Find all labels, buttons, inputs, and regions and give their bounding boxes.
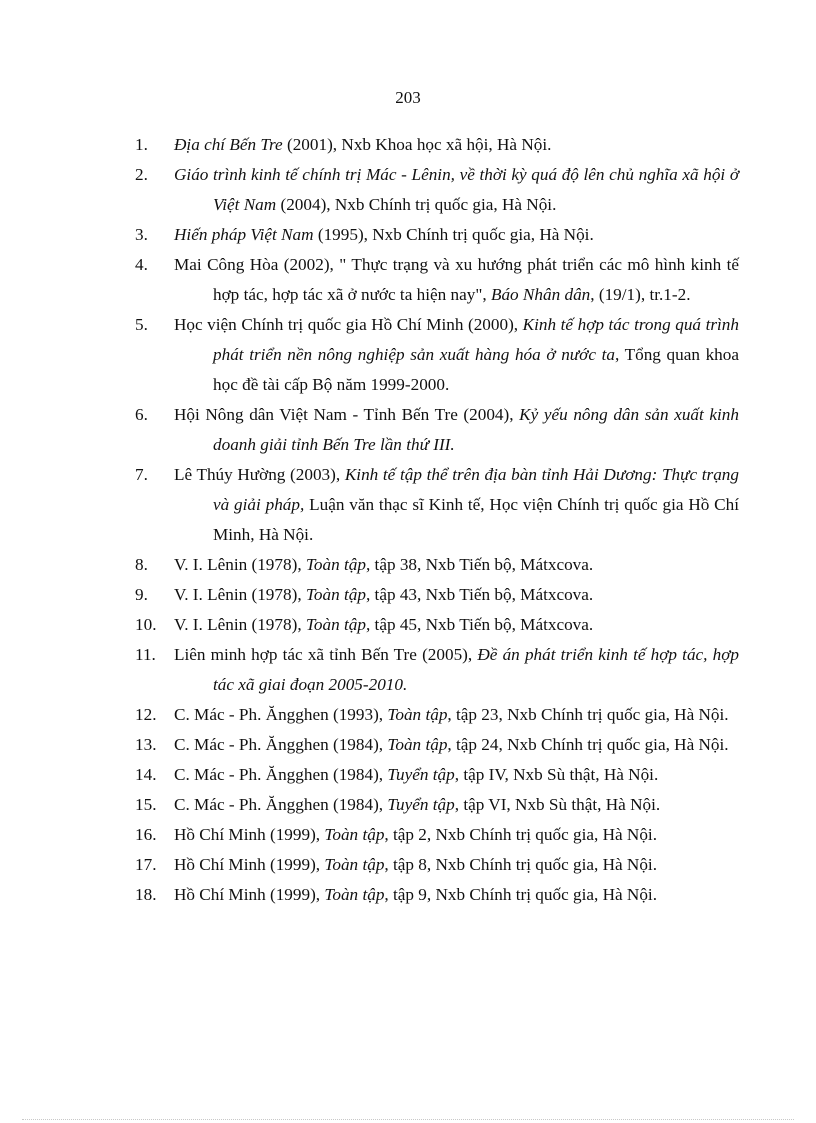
reference-line (174, 550, 739, 580)
reference-number: 1. (135, 135, 148, 154)
reference-number: 10. (135, 615, 157, 634)
reference-line (174, 640, 739, 670)
reference-text: , Tổng quan khoa (614, 345, 739, 364)
reference-line (174, 880, 739, 910)
reference-title: Tuyển tập (387, 765, 455, 784)
reference-item (135, 610, 739, 640)
reference-line (174, 430, 739, 460)
reference-item (135, 580, 739, 610)
reference-title: Việt Nam (213, 195, 277, 214)
reference-number: 6. (135, 405, 148, 424)
reference-line (174, 190, 739, 220)
reference-title: doanh giải tỉnh Bến Tre lần thứ III. (213, 435, 455, 454)
reference-number: 13. (135, 735, 157, 754)
reference-text: , tập 9, Nxb Chính trị quốc gia, Hà Nội. (384, 885, 657, 904)
reference-text: V. I. Lênin (1978), (174, 615, 306, 634)
reference-item (135, 250, 739, 310)
reference-title: Toàn tập (305, 555, 366, 574)
reference-line (174, 760, 739, 790)
reference-text: (1995), Nxb Chính trị quốc gia, Hà Nội. (313, 225, 594, 244)
reference-text: (2004), Nxb Chính trị quốc gia, Hà Nội. (276, 195, 557, 214)
reference-number: 15. (135, 795, 157, 814)
reference-item (135, 130, 739, 160)
reference-line (174, 850, 739, 880)
reference-line (174, 730, 739, 760)
reference-line (174, 670, 739, 700)
reference-title: Toàn tập (324, 885, 385, 904)
reference-item (135, 640, 739, 700)
reference-line (174, 610, 739, 640)
reference-item (135, 760, 739, 790)
reference-text: Mai Công Hòa (2002), " Thực trạng và xu hướng phát triển các mô hình kinh tế (174, 255, 739, 274)
reference-number: 18. (135, 885, 157, 904)
reference-text: V. I. Lênin (1978), (174, 555, 306, 574)
reference-text: Hội Nông dân Việt Nam - Tỉnh Bến Tre (2004), (174, 405, 520, 424)
reference-item (135, 220, 739, 250)
reference-line (174, 700, 739, 730)
reference-text: , tập VI, Nxb Sù thật, Hà Nội. (454, 795, 661, 814)
reference-number: 8. (135, 555, 148, 574)
reference-line (174, 250, 739, 280)
reference-text: , tập 24, Nxb Chính trị quốc gia, Hà Nội. (447, 735, 729, 754)
reference-text: , tập 43, Nxb Tiến bộ, Mátxcova. (365, 585, 594, 604)
reference-text: , (19/1), tr.1-2. (590, 285, 691, 304)
page-number: 203 (395, 88, 421, 107)
reference-text: học đề tài cấp Bộ năm 1999-2000. (213, 375, 450, 394)
reference-number: 3. (135, 225, 148, 244)
reference-title: Toàn tập (324, 855, 385, 874)
reference-title: Toàn tập (387, 705, 448, 724)
reference-title: Toàn tập (324, 825, 385, 844)
reference-title: Kinh tế hợp tác trong quá trình (522, 315, 739, 334)
reference-number: 7. (135, 465, 148, 484)
reference-number: 5. (135, 315, 148, 334)
reference-title: Hiến pháp Việt Nam (174, 225, 314, 244)
reference-title: Địa chí Bến Tre (174, 135, 283, 154)
reference-line (174, 130, 739, 160)
reference-text: Luận văn thạc sĩ Kinh tế, Học viện Chính trị quốc gia Hồ Chí (304, 495, 739, 514)
reference-title: Kỷ yếu nông dân sản xuất kinh (519, 405, 739, 424)
reference-title: Giáo trình kinh tế chính trị Mác - Lênin, về thời kỳ quá độ lên chủ nghĩa xã hội ở (174, 165, 739, 184)
reference-text: hợp tác, hợp tác xã ở nước ta hiện nay", (213, 285, 491, 304)
reference-line (174, 280, 739, 310)
reference-item (135, 790, 739, 820)
reference-text: , tập 2, Nxb Chính trị quốc gia, Hà Nội. (384, 825, 657, 844)
reference-number: 11. (135, 645, 156, 664)
reference-title: Đề án phát triển kinh tế hợp tác, hợp (477, 645, 739, 664)
reference-text: Liên minh hợp tác xã tỉnh Bến Tre (2005), (174, 645, 478, 664)
reference-line (174, 460, 739, 490)
reference-title: Tuyển tập (387, 795, 455, 814)
reference-line (174, 310, 739, 340)
reference-text: , tập 8, Nxb Chính trị quốc gia, Hà Nội. (384, 855, 657, 874)
reference-number: 12. (135, 705, 157, 724)
reference-text: Minh, Hà Nội. (213, 525, 314, 544)
reference-text: , tập IV, Nxb Sù thật, Hà Nội. (454, 765, 659, 784)
reference-number: 14. (135, 765, 157, 784)
reference-line (174, 790, 739, 820)
reference-number: 17. (135, 855, 157, 874)
reference-number: 2. (135, 165, 148, 184)
reference-line (174, 400, 739, 430)
reference-line (174, 370, 739, 400)
reference-title: Báo Nhân dân (490, 285, 591, 304)
reference-title: tác xã giai đoạn 2005-2010. (213, 675, 408, 694)
reference-number: 16. (135, 825, 157, 844)
reference-item (135, 400, 739, 460)
reference-item (135, 160, 739, 220)
reference-line (174, 580, 739, 610)
reference-title: phát triển nền nông nghiệp sản xuất hàng hóa ở nước ta (213, 345, 615, 364)
reference-text: (2001), Nxb Khoa học xã hội, Hà Nội. (282, 135, 552, 154)
reference-text: C. Mác - Ph. Ăngghen (1984), (174, 795, 388, 814)
reference-title: và giải pháp, (213, 495, 305, 514)
reference-line (174, 220, 739, 250)
reference-line (174, 160, 739, 190)
reference-title: Toàn tập (305, 615, 366, 634)
reference-item (135, 460, 739, 550)
reference-title: Toàn tập (305, 585, 366, 604)
reference-text: Hồ Chí Minh (1999), (174, 825, 325, 844)
reference-line (174, 490, 739, 520)
reference-item (135, 550, 739, 580)
reference-line (174, 520, 739, 550)
reference-text: , tập 23, Nxb Chính trị quốc gia, Hà Nội. (447, 705, 729, 724)
reference-text: Học viện Chính trị quốc gia Hồ Chí Minh (2000), (174, 315, 523, 334)
reference-text: , tập 38, Nxb Tiến bộ, Mátxcova. (365, 555, 594, 574)
reference-text: C. Mác - Ph. Ăngghen (1984), (174, 765, 388, 784)
reference-list (135, 130, 739, 910)
reference-item (135, 310, 739, 400)
reference-line (174, 340, 739, 370)
reference-text: , tập 45, Nxb Tiến bộ, Mátxcova. (365, 615, 594, 634)
reference-item (135, 700, 739, 730)
reference-text: V. I. Lênin (1978), (174, 585, 306, 604)
page-bottom-divider (22, 1119, 794, 1120)
reference-item (135, 820, 739, 850)
reference-text: Hồ Chí Minh (1999), (174, 885, 325, 904)
reference-text: C. Mác - Ph. Ăngghen (1984), (174, 735, 388, 754)
reference-title: Toàn tập (387, 735, 448, 754)
reference-number: 4. (135, 255, 148, 274)
reference-item (135, 880, 739, 910)
reference-item (135, 730, 739, 760)
reference-text: Lê Thúy Hường (2003), (174, 465, 345, 484)
reference-item (135, 850, 739, 880)
reference-title: Kinh tế tập thể trên địa bàn tỉnh Hải Dương: Thực trạng (344, 465, 739, 484)
reference-number: 9. (135, 585, 148, 604)
reference-line (174, 820, 739, 850)
reference-text: C. Mác - Ph. Ăngghen (1993), (174, 705, 388, 724)
reference-text: Hồ Chí Minh (1999), (174, 855, 325, 874)
